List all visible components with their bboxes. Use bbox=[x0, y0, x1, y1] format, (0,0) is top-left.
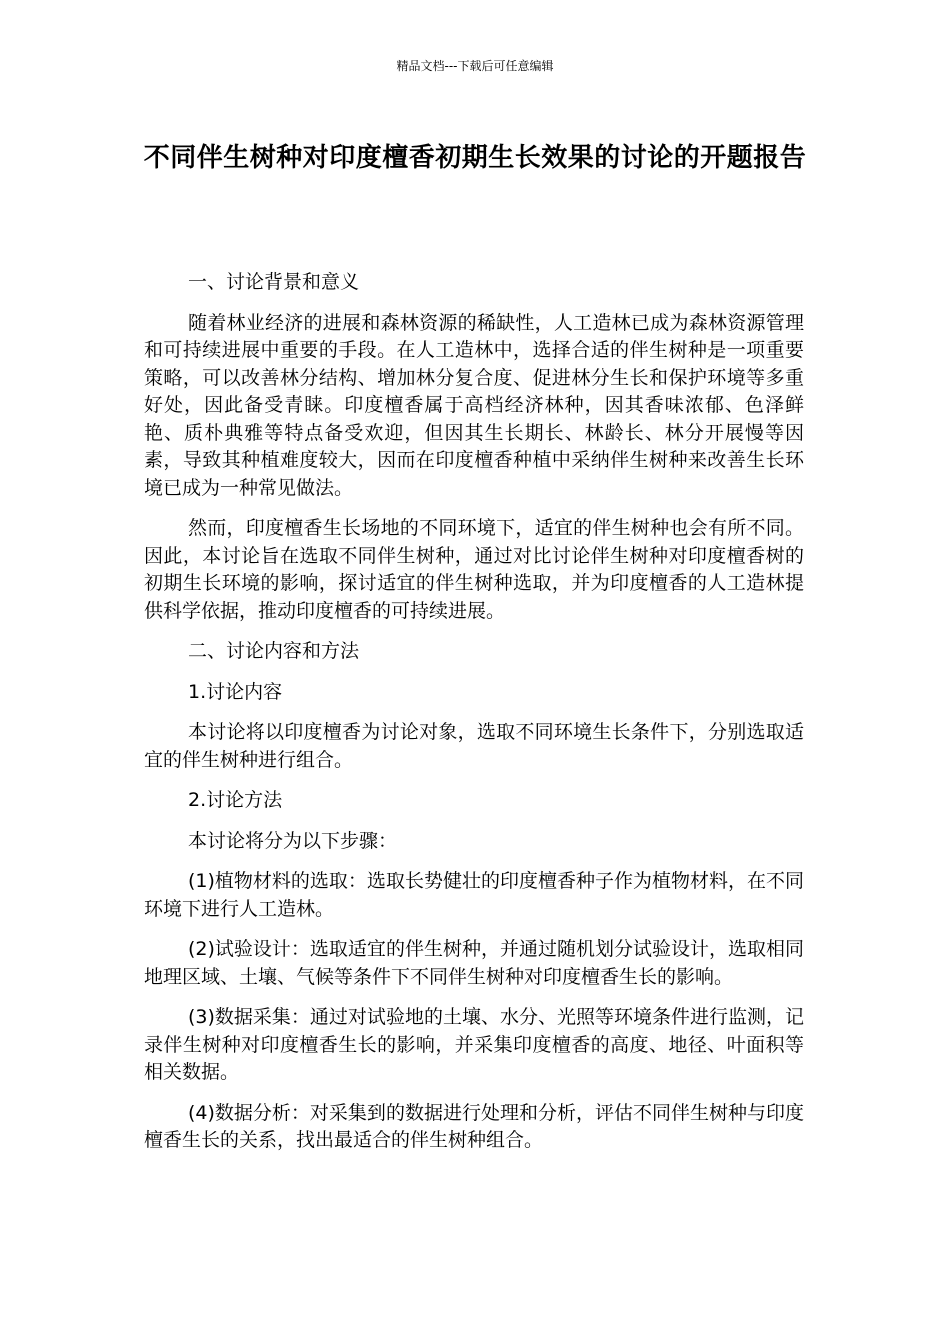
paragraph-steps-intro: 本讨论将分为以下步骤： bbox=[188, 829, 398, 852]
paragraph-purpose: 然而，印度檀香生长场地的不同环境下，适宜的伴生树种也会有所不同。因此，本讨论旨在选取不同伴生树种，通过对比讨论伴生树种对印度檀香树的初期生长环境的影响，探讨适宜的伴生树种选取，并为印度檀香的人工造林提供科学依据，推动印度檀香的可持续进展。 bbox=[144, 517, 804, 622]
step-data-collection: (3)数据采集：通过对试验地的土壤、水分、光照等环境条件进行监测，记录伴生树种对印度檀香生长的影响，并采集印度檀香的高度、地径、叶面积等相关数据。 bbox=[144, 1006, 804, 1083]
subheading-methods: 2.讨论方法 bbox=[188, 789, 283, 811]
step-plant-material: (1)植物材料的选取：选取长势健壮的印度檀香种子作为植物材料，在不同环境下进行人工造林。 bbox=[144, 870, 804, 920]
paragraph-background: 随着林业经济的进展和森林资源的稀缺性，人工造林已成为森林资源管理和可持续进展中重要的手段。在人工造林中，选择合适的伴生树种是一项重要策略，可以改善林分结构、增加林分复合度、促进林分生长和保护环境等多重好处，因此备受青睐。印度檀香属于高档经济林种，因其香味浓郁、色泽鲜艳、质朴典雅等特点备受欢迎，但因其生长期长、林龄长、林分开展慢等因素，导致其种植难度较大，因而在印度檀香种植中采纳伴生树种来改善生长环境已成为一种常见做法。 bbox=[144, 311, 804, 499]
subheading-content: 1.讨论内容 bbox=[188, 680, 283, 703]
section-heading-background: 一、讨论背景和意义 bbox=[188, 271, 360, 293]
step-experiment-design: (2)试验设计：选取适宜的伴生树种，并通过随机划分试验设计，选取相同地理区域、土壤、气候等条件下不同伴生树种对印度檀香生长的影响。 bbox=[144, 938, 804, 988]
document-title: 不同伴生树种对印度檀香初期生长效果的讨论的开题报告 bbox=[143, 143, 807, 173]
step-data-analysis: (4)数据分析：对采集到的数据进行处理和分析，评估不同伴生树种与印度檀香生长的关系，找出最适合的伴生树种组合。 bbox=[144, 1101, 804, 1151]
paragraph-content: 本讨论将以印度檀香为讨论对象，选取不同环境生长条件下，分别选取适宜的伴生树种进行组合。 bbox=[144, 721, 804, 771]
document-body bbox=[144, 269, 804, 1168]
page-header: 精品文档---下载后可任意编辑 bbox=[396, 59, 554, 73]
section-heading-content-methods: 二、讨论内容和方法 bbox=[188, 640, 360, 662]
